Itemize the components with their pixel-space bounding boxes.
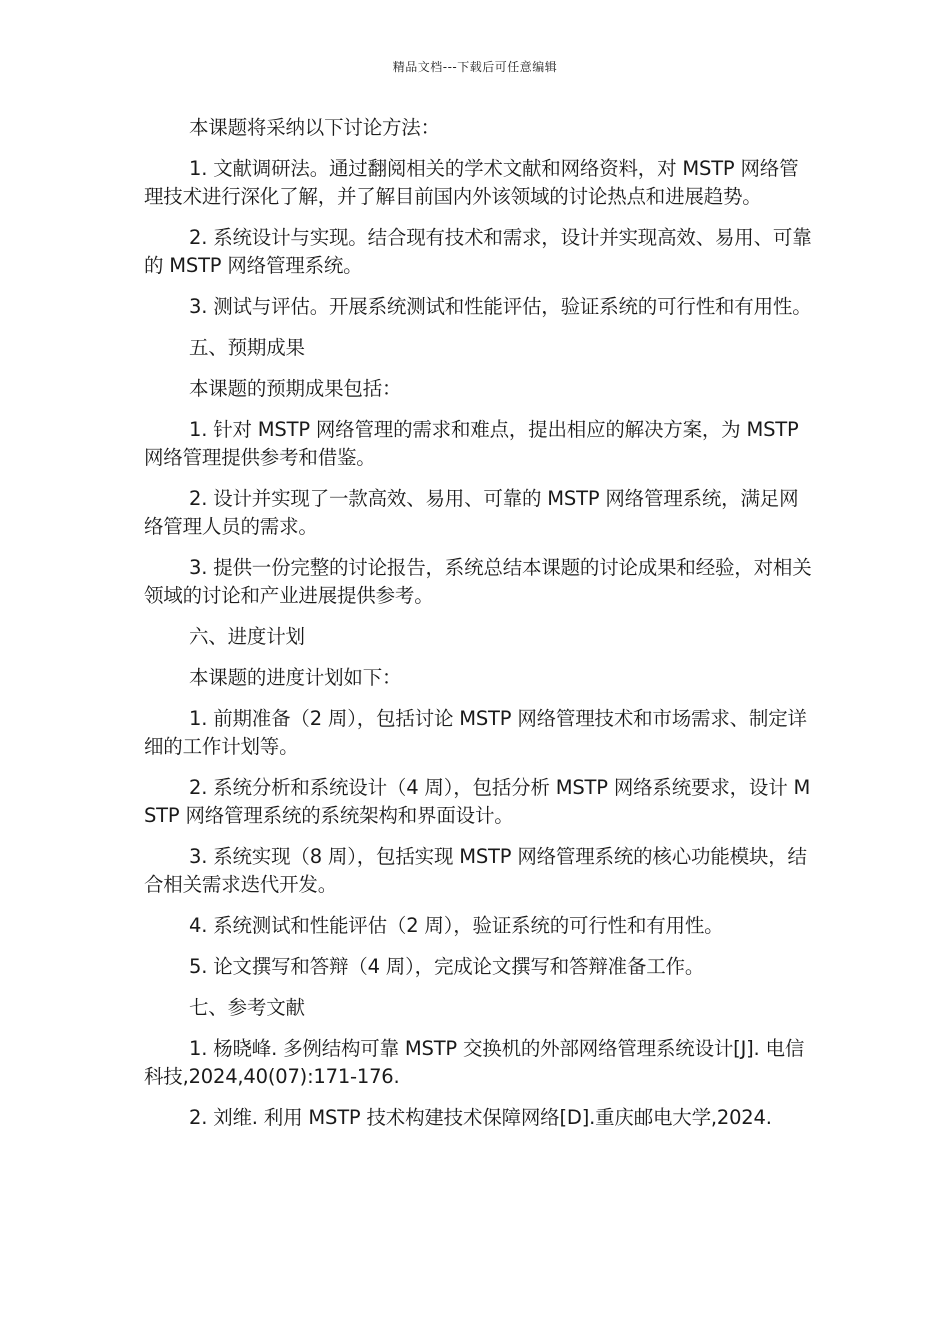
paragraph-schedule-4: 4. 系统测试和性能评估（2 周），验证系统的可行性和有用性。: [189, 914, 724, 937]
reference-item-2: 2. 刘维. 利用 MSTP 技术构建技术保障网络[D].重庆邮电大学,2024.: [189, 1106, 772, 1129]
section-heading-expected-results: 五、预期成果: [189, 336, 305, 359]
paragraph-schedule-1: 1. 前期准备（2 周），包括讨论 MSTP 网络管理技术和市场需求、制定详细的工作计划等。: [144, 707, 807, 758]
paragraph-schedule-3: 3. 系统实现（8 周），包括实现 MSTP 网络管理系统的核心功能模块，结合相关需求迭代开发。: [144, 845, 807, 896]
section-heading-references: 七、参考文献: [189, 996, 305, 1019]
page-header: 精品文档---下载后可任意编辑: [392, 60, 558, 74]
paragraph-method-2: 2. 系统设计与实现。结合现有技术和需求，设计并实现高效、易用、可靠的 MSTP 网络管理系统。: [144, 226, 812, 277]
paragraph-schedule-5: 5. 论文撰写和答辩（4 周），完成论文撰写和答辩准备工作。: [189, 955, 705, 978]
paragraph-schedule-intro: 本课题的进度计划如下：: [189, 666, 402, 689]
paragraph-result-1: 1. 针对 MSTP 网络管理的需求和难点，提出相应的解决方案，为 MSTP 网络管理提供参考和借鉴。: [144, 418, 799, 469]
paragraph-results-intro: 本课题的预期成果包括：: [189, 377, 402, 400]
paragraph-method-3: 3. 测试与评估。开展系统测试和性能评估，验证系统的可行性和有用性。: [189, 295, 812, 318]
paragraph-method-1: 1. 文献调研法。通过翻阅相关的学术文献和网络资料，对 MSTP 网络管理技术进行深化了解，并了解目前国内外该领域的讨论热点和进展趋势。: [144, 157, 799, 208]
reference-item-1: 1. 杨晓峰. 多例结构可靠 MSTP 交换机的外部网络管理系统设计[J]. 电信科技,2024,40(07):171-176.: [144, 1037, 805, 1088]
section-heading-schedule: 六、进度计划: [189, 625, 305, 648]
paragraph-result-2: 2. 设计并实现了一款高效、易用、可靠的 MSTP 网络管理系统，满足网络管理人员的需求。: [144, 487, 799, 538]
paragraph-schedule-2: 2. 系统分析和系统设计（4 周），包括分析 MSTP 网络系统要求，设计 MSTP 网络管理系统的系统架构和界面设计。: [144, 776, 811, 827]
paragraph-methods-intro: 本课题将采纳以下讨论方法：: [189, 116, 440, 139]
paragraph-result-3: 3. 提供一份完整的讨论报告，系统总结本课题的讨论成果和经验，对相关领域的讨论和产业进展提供参考。: [144, 556, 812, 607]
document-body: [144, 114, 812, 1145]
